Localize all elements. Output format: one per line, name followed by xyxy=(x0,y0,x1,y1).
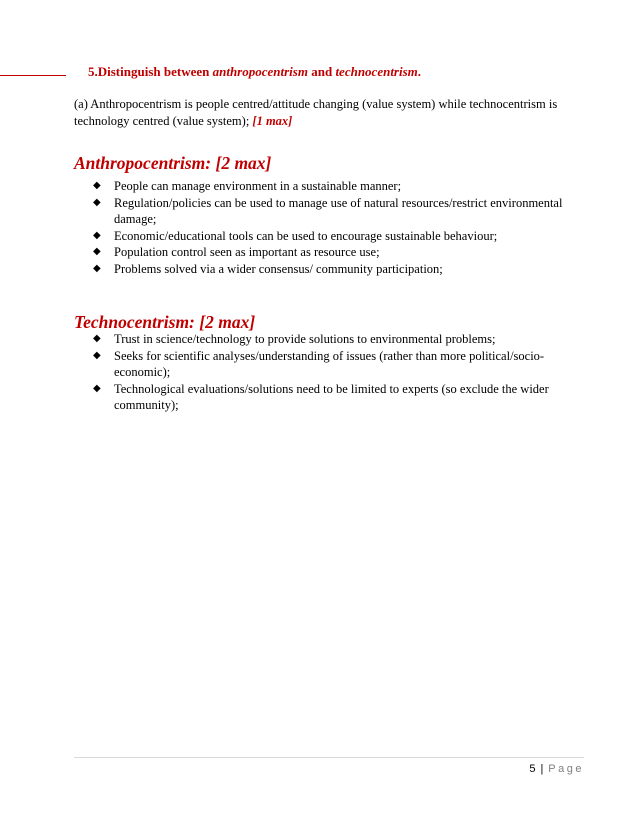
list-item xyxy=(74,261,594,278)
technocentrism-list xyxy=(74,331,594,414)
anthropocentrism-list xyxy=(74,178,594,277)
list-item xyxy=(74,244,594,261)
list-item-text: Trust in science/technology to provide solutions to environmental problems; xyxy=(114,332,496,346)
question-heading xyxy=(0,64,470,80)
intro-marks: [1 max] xyxy=(252,114,293,128)
bullet-icon: ◆ xyxy=(93,180,101,191)
list-item-text: Economic/educational tools can be used to encourage sustainable behaviour; xyxy=(114,228,498,243)
page-footer xyxy=(529,763,584,775)
list-item-text: Population control seen as important as resource use; xyxy=(114,245,380,259)
list-item-text: Regulation/policies can be used to manage use of natural resources/restrict environmental damage; xyxy=(114,195,563,226)
underline-lead xyxy=(0,64,66,76)
question-mid: and xyxy=(307,64,336,79)
intro-text: (a) Anthropocentrism is people centred/attitude changing (value system) while technocentrism is technology centred (value system); xyxy=(74,97,558,128)
page-label: Page xyxy=(548,763,584,775)
list-item xyxy=(74,228,594,245)
list-item-text: Technological evaluations/solutions need to be limited to experts (so exclude the wider community); xyxy=(114,381,549,412)
list-item xyxy=(74,331,594,348)
bullet-icon: ◆ xyxy=(93,382,101,394)
question-suffix: . xyxy=(417,64,422,79)
list-item-text: People can manage environment in a sustainable manner; xyxy=(114,179,402,193)
footer-divider xyxy=(74,757,584,758)
list-item xyxy=(74,348,594,381)
list-item-text: Seeks for scientific analyses/understanding of issues (rather than more political/socio-economic); xyxy=(114,348,545,379)
bullet-icon: ◆ xyxy=(93,246,101,257)
bullet-icon: ◆ xyxy=(93,196,101,208)
list-item-text: Problems solved via a wider consensus/ community participation; xyxy=(114,261,443,276)
bullet-icon: ◆ xyxy=(93,349,101,361)
list-item xyxy=(74,381,594,414)
list-item xyxy=(74,195,594,228)
question-prefix: 5.Distinguish between xyxy=(88,64,213,79)
anthropocentrism-heading: Anthropocentrism: [2 max] xyxy=(74,153,272,173)
question-term-1: anthropocentrism xyxy=(212,64,308,79)
technocentrism-heading: Technocentrism: [2 max] xyxy=(74,312,256,332)
bullet-icon: ◆ xyxy=(93,262,101,274)
page-number: 5 xyxy=(529,763,537,775)
list-item xyxy=(74,178,594,195)
intro-paragraph xyxy=(74,96,574,130)
footer-separator: | xyxy=(540,763,545,775)
bullet-icon: ◆ xyxy=(93,333,101,344)
bullet-icon: ◆ xyxy=(93,229,101,241)
question-term-2: technocentrism xyxy=(335,64,418,79)
